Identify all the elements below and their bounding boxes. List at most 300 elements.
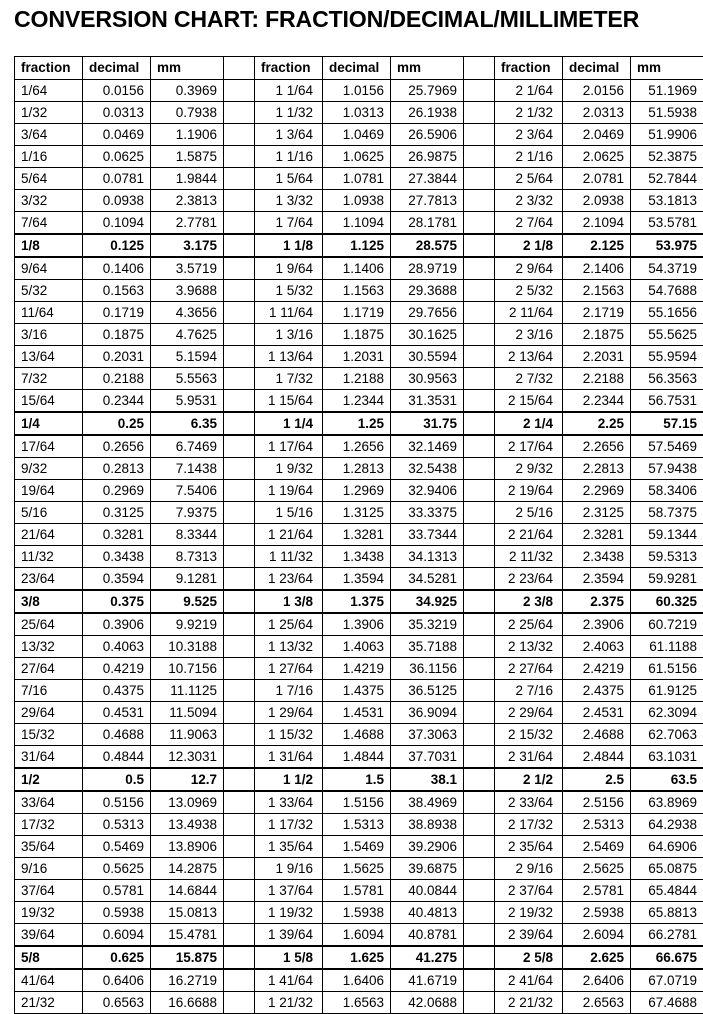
cell-fraction: 15/64 <box>15 390 83 413</box>
spacer-cell <box>464 346 495 368</box>
cell-fraction: 25/64 <box>15 613 83 636</box>
spacer-cell <box>464 590 495 613</box>
cell-decimal: 1.2656 <box>323 435 391 458</box>
cell-millimeter: 52.7844 <box>631 168 703 190</box>
cell-fraction: 2 1/32 <box>495 102 563 124</box>
spacer-column-1 <box>464 57 495 80</box>
cell-millimeter: 13.4938 <box>151 814 224 836</box>
cell-fraction: 29/64 <box>15 702 83 724</box>
spacer-cell <box>224 636 255 658</box>
cell-millimeter: 38.4969 <box>391 791 464 814</box>
cell-decimal: 2.125 <box>563 234 631 257</box>
cell-fraction: 1 3/64 <box>255 124 323 146</box>
cell-decimal: 0.1094 <box>83 212 151 235</box>
cell-decimal: 2.3594 <box>563 568 631 591</box>
cell-fraction: 19/64 <box>15 480 83 502</box>
cell-fraction: 1 9/32 <box>255 458 323 480</box>
table-row <box>15 880 703 902</box>
cell-decimal: 1.5781 <box>323 880 391 902</box>
cell-millimeter: 6.7469 <box>151 435 224 458</box>
cell-fraction: 2 17/32 <box>495 814 563 836</box>
cell-millimeter: 53.975 <box>631 234 703 257</box>
cell-decimal: 2.3438 <box>563 546 631 568</box>
cell-fraction: 2 35/64 <box>495 836 563 858</box>
cell-decimal: 0.5 <box>83 768 151 791</box>
spacer-cell <box>464 146 495 168</box>
cell-millimeter: 28.575 <box>391 234 464 257</box>
cell-decimal: 0.3594 <box>83 568 151 591</box>
cell-decimal: 0.25 <box>83 412 151 435</box>
cell-millimeter: 12.3031 <box>151 746 224 769</box>
cell-fraction: 1 9/64 <box>255 257 323 280</box>
cell-decimal: 2.1094 <box>563 212 631 235</box>
cell-decimal: 0.2344 <box>83 390 151 413</box>
cell-decimal: 2.0156 <box>563 80 631 102</box>
cell-decimal: 2.1719 <box>563 302 631 324</box>
table-row <box>15 124 703 146</box>
cell-fraction: 2 41/64 <box>495 969 563 992</box>
table-row <box>15 302 703 324</box>
cell-decimal: 1.5938 <box>323 902 391 924</box>
cell-fraction: 2 9/64 <box>495 257 563 280</box>
cell-millimeter: 61.9125 <box>631 680 703 702</box>
cell-decimal: 0.2813 <box>83 458 151 480</box>
cell-fraction: 2 3/64 <box>495 124 563 146</box>
cell-millimeter: 57.5469 <box>631 435 703 458</box>
header-fraction-1: fraction <box>255 57 323 80</box>
cell-fraction: 2 5/64 <box>495 168 563 190</box>
cell-decimal: 0.1406 <box>83 257 151 280</box>
cell-decimal: 1.1719 <box>323 302 391 324</box>
cell-fraction: 21/32 <box>15 992 83 1014</box>
cell-decimal: 1.5156 <box>323 791 391 814</box>
page-title: CONVERSION CHART: FRACTION/DECIMAL/MILLIMETER <box>14 4 684 34</box>
cell-millimeter: 25.7969 <box>391 80 464 102</box>
spacer-cell <box>224 814 255 836</box>
table-row <box>15 969 703 992</box>
cell-millimeter: 16.2719 <box>151 969 224 992</box>
table-header-row <box>15 57 703 80</box>
cell-fraction: 1 17/32 <box>255 814 323 836</box>
cell-millimeter: 30.1625 <box>391 324 464 346</box>
cell-decimal: 1.3125 <box>323 502 391 524</box>
cell-millimeter: 1.5875 <box>151 146 224 168</box>
spacer-cell <box>224 412 255 435</box>
cell-decimal: 2.4219 <box>563 658 631 680</box>
cell-millimeter: 14.2875 <box>151 858 224 880</box>
cell-decimal: 2.5 <box>563 768 631 791</box>
cell-fraction: 1 15/64 <box>255 390 323 413</box>
cell-fraction: 2 15/64 <box>495 390 563 413</box>
table-row <box>15 658 703 680</box>
spacer-cell <box>224 524 255 546</box>
cell-millimeter: 4.3656 <box>151 302 224 324</box>
cell-millimeter: 33.3375 <box>391 502 464 524</box>
spacer-cell <box>224 80 255 102</box>
cell-decimal: 0.0156 <box>83 80 151 102</box>
cell-fraction: 2 9/16 <box>495 858 563 880</box>
cell-fraction: 5/32 <box>15 280 83 302</box>
table-row <box>15 768 703 791</box>
spacer-cell <box>224 791 255 814</box>
cell-decimal: 1.125 <box>323 234 391 257</box>
cell-millimeter: 66.675 <box>631 946 703 969</box>
cell-decimal: 2.3281 <box>563 524 631 546</box>
cell-fraction: 1 11/64 <box>255 302 323 324</box>
header-decimal-0: decimal <box>83 57 151 80</box>
cell-millimeter: 61.5156 <box>631 658 703 680</box>
cell-millimeter: 52.3875 <box>631 146 703 168</box>
spacer-cell <box>464 257 495 280</box>
spacer-cell <box>464 280 495 302</box>
cell-fraction: 41/64 <box>15 969 83 992</box>
table-row <box>15 390 703 413</box>
spacer-cell <box>464 435 495 458</box>
cell-fraction: 27/64 <box>15 658 83 680</box>
spacer-cell <box>224 234 255 257</box>
cell-millimeter: 8.3344 <box>151 524 224 546</box>
cell-decimal: 0.5156 <box>83 791 151 814</box>
cell-decimal: 0.5313 <box>83 814 151 836</box>
cell-decimal: 2.3906 <box>563 613 631 636</box>
table-row <box>15 480 703 502</box>
table-row <box>15 902 703 924</box>
cell-millimeter: 31.3531 <box>391 390 464 413</box>
cell-fraction: 15/32 <box>15 724 83 746</box>
cell-millimeter: 30.9563 <box>391 368 464 390</box>
cell-decimal: 1.0938 <box>323 190 391 212</box>
cell-decimal: 1.1563 <box>323 280 391 302</box>
spacer-cell <box>464 658 495 680</box>
cell-decimal: 2.375 <box>563 590 631 613</box>
table-row <box>15 80 703 102</box>
spacer-cell <box>224 212 255 235</box>
cell-decimal: 0.6406 <box>83 969 151 992</box>
table-row <box>15 946 703 969</box>
spacer-cell <box>464 368 495 390</box>
cell-fraction: 1 1/32 <box>255 102 323 124</box>
header-mm-1: mm <box>391 57 464 80</box>
cell-fraction: 37/64 <box>15 880 83 902</box>
cell-fraction: 3/8 <box>15 590 83 613</box>
cell-decimal: 2.1406 <box>563 257 631 280</box>
table-row <box>15 924 703 947</box>
cell-decimal: 0.4844 <box>83 746 151 769</box>
cell-millimeter: 39.2906 <box>391 836 464 858</box>
spacer-cell <box>464 680 495 702</box>
spacer-cell <box>224 546 255 568</box>
spacer-cell <box>464 702 495 724</box>
cell-millimeter: 41.6719 <box>391 969 464 992</box>
cell-fraction: 13/64 <box>15 346 83 368</box>
cell-decimal: 1.3594 <box>323 568 391 591</box>
cell-fraction: 1 17/64 <box>255 435 323 458</box>
cell-fraction: 1/2 <box>15 768 83 791</box>
spacer-cell <box>464 390 495 413</box>
cell-fraction: 7/32 <box>15 368 83 390</box>
cell-millimeter: 61.1188 <box>631 636 703 658</box>
cell-fraction: 1/16 <box>15 146 83 168</box>
table-row <box>15 546 703 568</box>
cell-fraction: 2 7/16 <box>495 680 563 702</box>
table-body <box>15 80 703 1014</box>
cell-decimal: 0.5781 <box>83 880 151 902</box>
cell-decimal: 0.2031 <box>83 346 151 368</box>
header-decimal-2: decimal <box>563 57 631 80</box>
cell-decimal: 2.4688 <box>563 724 631 746</box>
cell-fraction: 2 25/64 <box>495 613 563 636</box>
cell-millimeter: 42.0688 <box>391 992 464 1014</box>
cell-millimeter: 63.8969 <box>631 791 703 814</box>
cell-millimeter: 58.3406 <box>631 480 703 502</box>
cell-fraction: 2 1/2 <box>495 768 563 791</box>
spacer-cell <box>224 346 255 368</box>
cell-fraction: 2 1/8 <box>495 234 563 257</box>
cell-millimeter: 64.2938 <box>631 814 703 836</box>
spacer-cell <box>464 412 495 435</box>
cell-millimeter: 34.1313 <box>391 546 464 568</box>
spacer-cell <box>224 768 255 791</box>
cell-millimeter: 29.7656 <box>391 302 464 324</box>
table-row <box>15 458 703 480</box>
cell-decimal: 2.4844 <box>563 746 631 769</box>
cell-fraction: 19/32 <box>15 902 83 924</box>
cell-millimeter: 31.75 <box>391 412 464 435</box>
spacer-cell <box>224 613 255 636</box>
cell-fraction: 11/32 <box>15 546 83 568</box>
cell-fraction: 1/8 <box>15 234 83 257</box>
cell-millimeter: 26.5906 <box>391 124 464 146</box>
conversion-table-container <box>14 56 663 1014</box>
table-row <box>15 412 703 435</box>
table-row <box>15 168 703 190</box>
cell-fraction: 1 1/8 <box>255 234 323 257</box>
cell-decimal: 2.0938 <box>563 190 631 212</box>
cell-decimal: 2.5469 <box>563 836 631 858</box>
cell-fraction: 1 1/64 <box>255 80 323 102</box>
cell-millimeter: 33.7344 <box>391 524 464 546</box>
cell-fraction: 1 5/32 <box>255 280 323 302</box>
cell-millimeter: 40.8781 <box>391 924 464 947</box>
cell-fraction: 2 9/32 <box>495 458 563 480</box>
table-row <box>15 613 703 636</box>
cell-millimeter: 14.6844 <box>151 880 224 902</box>
spacer-cell <box>464 480 495 502</box>
spacer-cell <box>224 992 255 1014</box>
cell-fraction: 1 39/64 <box>255 924 323 947</box>
spacer-cell <box>464 546 495 568</box>
cell-decimal: 1.4531 <box>323 702 391 724</box>
table-row <box>15 190 703 212</box>
cell-fraction: 1 3/32 <box>255 190 323 212</box>
cell-decimal: 2.2969 <box>563 480 631 502</box>
cell-millimeter: 32.5438 <box>391 458 464 480</box>
spacer-cell <box>224 390 255 413</box>
cell-fraction: 2 13/64 <box>495 346 563 368</box>
cell-millimeter: 8.7313 <box>151 546 224 568</box>
cell-fraction: 17/32 <box>15 814 83 836</box>
cell-decimal: 1.25 <box>323 412 391 435</box>
cell-decimal: 2.25 <box>563 412 631 435</box>
cell-millimeter: 38.8938 <box>391 814 464 836</box>
spacer-cell <box>464 992 495 1014</box>
cell-millimeter: 57.9438 <box>631 458 703 480</box>
cell-millimeter: 5.5563 <box>151 368 224 390</box>
spacer-cell <box>224 480 255 502</box>
cell-fraction: 1 13/64 <box>255 346 323 368</box>
table-row <box>15 992 703 1014</box>
cell-millimeter: 56.7531 <box>631 390 703 413</box>
cell-fraction: 2 1/4 <box>495 412 563 435</box>
cell-decimal: 1.0313 <box>323 102 391 124</box>
spacer-cell <box>464 791 495 814</box>
cell-decimal: 1.3438 <box>323 546 391 568</box>
spacer-cell <box>224 880 255 902</box>
cell-millimeter: 65.0875 <box>631 858 703 880</box>
cell-decimal: 0.0313 <box>83 102 151 124</box>
table-row <box>15 636 703 658</box>
cell-decimal: 1.375 <box>323 590 391 613</box>
cell-decimal: 2.2031 <box>563 346 631 368</box>
cell-decimal: 0.4219 <box>83 658 151 680</box>
table-row <box>15 102 703 124</box>
spacer-cell <box>224 146 255 168</box>
cell-fraction: 1 25/64 <box>255 613 323 636</box>
cell-millimeter: 7.9375 <box>151 502 224 524</box>
cell-fraction: 1 23/64 <box>255 568 323 591</box>
cell-decimal: 1.0156 <box>323 80 391 102</box>
cell-millimeter: 0.7938 <box>151 102 224 124</box>
table-row <box>15 524 703 546</box>
cell-decimal: 0.3125 <box>83 502 151 524</box>
cell-fraction: 2 21/64 <box>495 524 563 546</box>
table-row <box>15 435 703 458</box>
cell-millimeter: 67.4688 <box>631 992 703 1014</box>
cell-fraction: 1 5/8 <box>255 946 323 969</box>
cell-millimeter: 1.9844 <box>151 168 224 190</box>
cell-millimeter: 34.925 <box>391 590 464 613</box>
cell-millimeter: 51.5938 <box>631 102 703 124</box>
cell-decimal: 2.4531 <box>563 702 631 724</box>
cell-millimeter: 10.7156 <box>151 658 224 680</box>
cell-fraction: 2 3/16 <box>495 324 563 346</box>
cell-millimeter: 3.5719 <box>151 257 224 280</box>
cell-decimal: 2.1875 <box>563 324 631 346</box>
cell-millimeter: 13.8906 <box>151 836 224 858</box>
cell-decimal: 2.0625 <box>563 146 631 168</box>
cell-fraction: 1 37/64 <box>255 880 323 902</box>
spacer-column-0 <box>224 57 255 80</box>
cell-decimal: 0.625 <box>83 946 151 969</box>
cell-millimeter: 27.3844 <box>391 168 464 190</box>
cell-fraction: 1 33/64 <box>255 791 323 814</box>
cell-millimeter: 55.1656 <box>631 302 703 324</box>
spacer-cell <box>224 302 255 324</box>
cell-fraction: 2 3/8 <box>495 590 563 613</box>
cell-millimeter: 30.5594 <box>391 346 464 368</box>
cell-decimal: 0.6563 <box>83 992 151 1014</box>
cell-fraction: 1 41/64 <box>255 969 323 992</box>
spacer-cell <box>224 458 255 480</box>
cell-fraction: 1/32 <box>15 102 83 124</box>
table-row <box>15 212 703 235</box>
table-row <box>15 234 703 257</box>
cell-fraction: 1 7/32 <box>255 368 323 390</box>
spacer-cell <box>224 658 255 680</box>
cell-millimeter: 11.5094 <box>151 702 224 724</box>
spacer-cell <box>464 880 495 902</box>
header-decimal-1: decimal <box>323 57 391 80</box>
cell-decimal: 2.0781 <box>563 168 631 190</box>
cell-decimal: 0.0781 <box>83 168 151 190</box>
spacer-cell <box>224 680 255 702</box>
cell-millimeter: 59.9281 <box>631 568 703 591</box>
cell-decimal: 1.4219 <box>323 658 391 680</box>
table-row <box>15 791 703 814</box>
cell-fraction: 2 39/64 <box>495 924 563 947</box>
cell-decimal: 0.6094 <box>83 924 151 947</box>
cell-fraction: 2 7/32 <box>495 368 563 390</box>
spacer-cell <box>224 124 255 146</box>
table-row <box>15 368 703 390</box>
cell-fraction: 1 13/32 <box>255 636 323 658</box>
cell-fraction: 5/16 <box>15 502 83 524</box>
cell-fraction: 23/64 <box>15 568 83 591</box>
header-fraction-2: fraction <box>495 57 563 80</box>
table-row <box>15 257 703 280</box>
cell-decimal: 1.5625 <box>323 858 391 880</box>
cell-millimeter: 1.1906 <box>151 124 224 146</box>
cell-fraction: 2 11/32 <box>495 546 563 568</box>
cell-fraction: 2 27/64 <box>495 658 563 680</box>
spacer-cell <box>224 969 255 992</box>
cell-decimal: 0.0625 <box>83 146 151 168</box>
spacer-cell <box>464 458 495 480</box>
cell-fraction: 2 15/32 <box>495 724 563 746</box>
cell-fraction: 5/64 <box>15 168 83 190</box>
table-row <box>15 814 703 836</box>
cell-decimal: 0.1719 <box>83 302 151 324</box>
cell-decimal: 1.2969 <box>323 480 391 502</box>
spacer-cell <box>224 280 255 302</box>
cell-decimal: 1.1875 <box>323 324 391 346</box>
cell-fraction: 2 33/64 <box>495 791 563 814</box>
cell-millimeter: 55.9594 <box>631 346 703 368</box>
cell-fraction: 2 5/16 <box>495 502 563 524</box>
cell-decimal: 1.1094 <box>323 212 391 235</box>
cell-decimal: 2.6094 <box>563 924 631 947</box>
table-row <box>15 568 703 591</box>
cell-decimal: 1.3906 <box>323 613 391 636</box>
header-fraction-0: fraction <box>15 57 83 80</box>
cell-fraction: 1 3/16 <box>255 324 323 346</box>
cell-decimal: 2.1563 <box>563 280 631 302</box>
cell-millimeter: 63.5 <box>631 768 703 791</box>
cell-decimal: 0.2188 <box>83 368 151 390</box>
cell-millimeter: 53.1813 <box>631 190 703 212</box>
spacer-cell <box>464 168 495 190</box>
cell-decimal: 0.0938 <box>83 190 151 212</box>
cell-fraction: 17/64 <box>15 435 83 458</box>
cell-fraction: 2 5/8 <box>495 946 563 969</box>
cell-fraction: 2 19/32 <box>495 902 563 924</box>
cell-fraction: 2 5/32 <box>495 280 563 302</box>
cell-millimeter: 15.0813 <box>151 902 224 924</box>
cell-fraction: 2 31/64 <box>495 746 563 769</box>
cell-fraction: 1 29/64 <box>255 702 323 724</box>
cell-millimeter: 54.7688 <box>631 280 703 302</box>
cell-millimeter: 0.3969 <box>151 80 224 102</box>
